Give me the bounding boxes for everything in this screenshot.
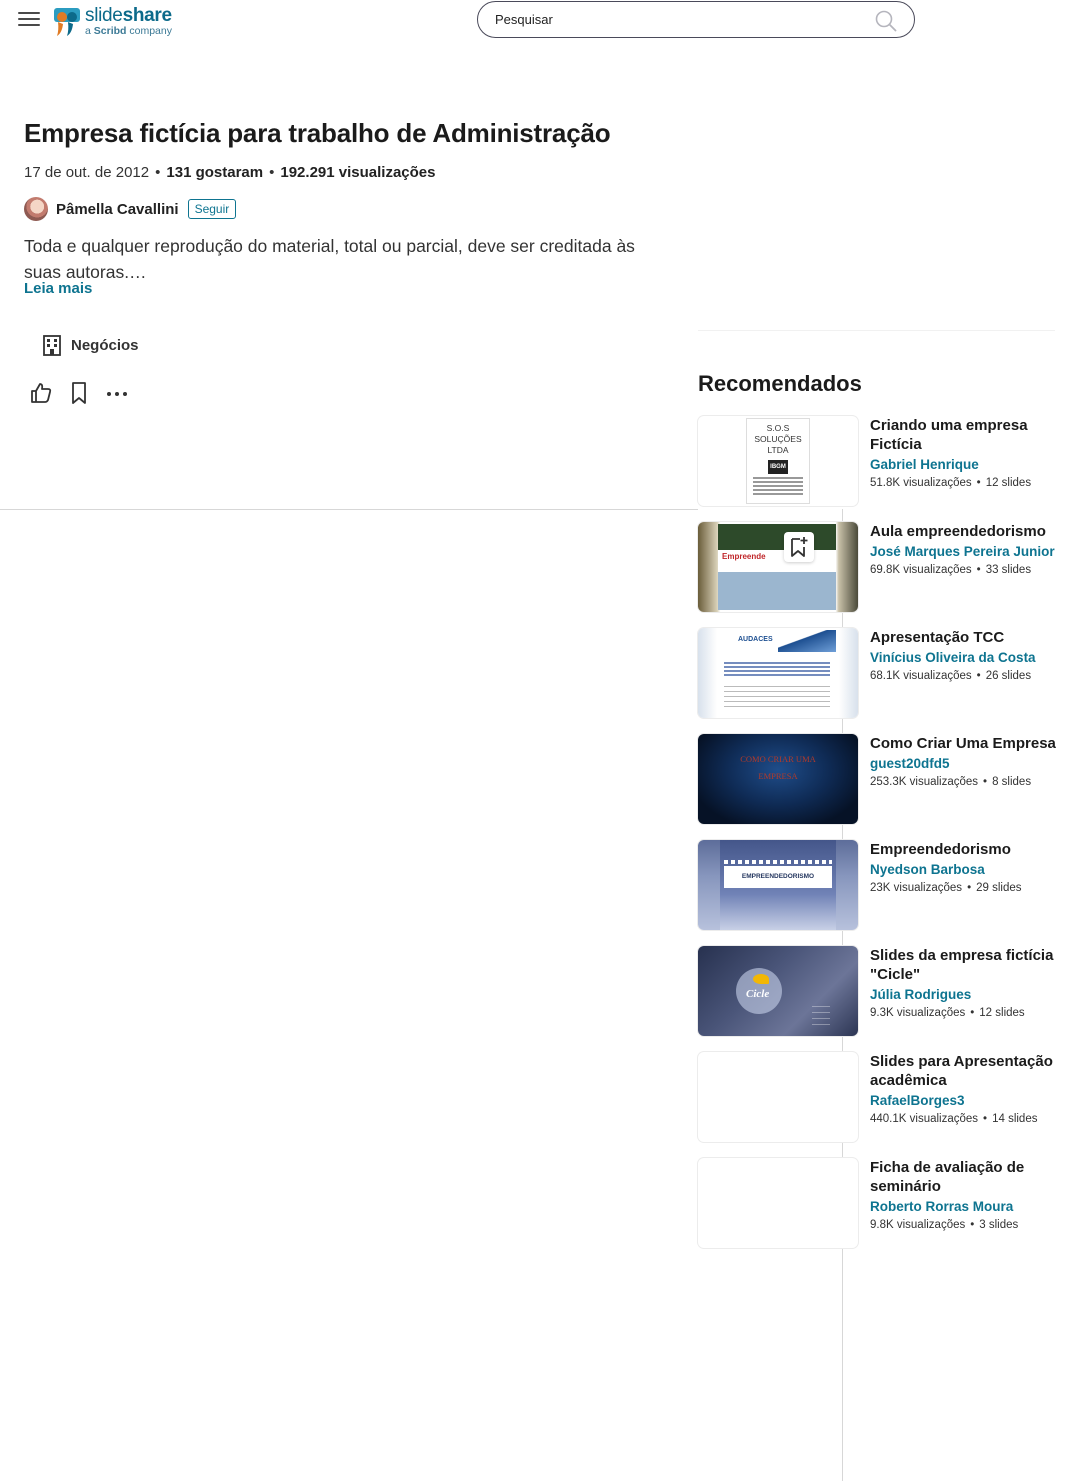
recommended-title[interactable]: Apresentação TCC bbox=[870, 629, 1005, 646]
recommended-thumbnail[interactable] bbox=[698, 1158, 858, 1248]
recommended-stats: 68.1K visualizações • 26 slides bbox=[870, 670, 1032, 682]
upload-date: 17 de out. de 2012 bbox=[24, 164, 150, 181]
recommended-author[interactable]: Vinícius Oliveira da Costa bbox=[870, 650, 1036, 665]
document-meta: 17 de out. de 2012 • 131 gostaram • 192.291 visualizações bbox=[24, 164, 436, 181]
recommended-author[interactable]: José Marques Pereira Junior bbox=[870, 544, 1055, 559]
recommended-list bbox=[698, 416, 1058, 1264]
recommended-slides: 14 slides bbox=[992, 1113, 1038, 1125]
recommended-slides: 29 slides bbox=[976, 882, 1022, 894]
recommended-item[interactable] bbox=[698, 840, 1058, 930]
recommended-item[interactable] bbox=[698, 946, 1058, 1036]
recommended-thumbnail[interactable] bbox=[698, 840, 858, 930]
recommended-stats: 253.3K visualizações • 8 slides bbox=[870, 776, 1032, 788]
recommended-title[interactable]: Aula empreendedorismo bbox=[870, 523, 1046, 540]
thumb-text: Cicle bbox=[746, 988, 770, 1000]
viewer-divider-horizontal bbox=[0, 509, 698, 510]
category-tag[interactable] bbox=[41, 334, 139, 356]
recommended-thumbnail[interactable] bbox=[698, 416, 858, 506]
thumb-text: EMPREENDEDORISMO bbox=[724, 866, 832, 888]
logo-sub-company: company bbox=[126, 24, 172, 37]
author-row bbox=[24, 197, 236, 221]
recommended-item[interactable] bbox=[698, 1052, 1058, 1142]
recommended-title[interactable]: Como Criar Uma Empresa bbox=[870, 735, 1056, 752]
recommended-author[interactable]: Nyedson Barbosa bbox=[870, 862, 985, 877]
search-input[interactable] bbox=[493, 11, 857, 28]
recommended-slides: 12 slides bbox=[979, 1007, 1025, 1019]
logo-text-slide: slide bbox=[85, 4, 123, 26]
ad-placeholder-line bbox=[698, 330, 1055, 331]
recommended-thumbnail[interactable] bbox=[698, 628, 858, 718]
recommended-title[interactable]: Empreendedorismo bbox=[870, 841, 1011, 858]
thumb-text: EMPRESA bbox=[758, 771, 798, 781]
thumb-text: COMO CRIAR UMA bbox=[740, 754, 816, 764]
bookmark-icon bbox=[68, 381, 90, 405]
recommended-views: 68.1K visualizações bbox=[870, 670, 972, 682]
recommended-thumbnail[interactable]: Cicle ———— ———— ———— ———— bbox=[698, 946, 858, 1036]
document-title: Empresa fictícia para trabalho de Administração bbox=[24, 118, 611, 148]
hamburger-icon[interactable] bbox=[18, 12, 40, 30]
avatar[interactable] bbox=[24, 197, 48, 221]
thumb-text: AUDACES bbox=[738, 636, 773, 643]
recommended-slides: 33 slides bbox=[985, 564, 1032, 576]
document-actions bbox=[28, 380, 142, 406]
thumb-text: SOLUÇÕES bbox=[754, 434, 802, 444]
recommended-author[interactable]: RafaelBorges3 bbox=[870, 1093, 965, 1108]
slideshare-logo[interactable] bbox=[53, 4, 172, 38]
recommended-views: 51.8K visualizações bbox=[870, 477, 972, 489]
logo-sub-a: a bbox=[85, 24, 94, 37]
save-button[interactable] bbox=[66, 380, 92, 406]
recommended-item[interactable] bbox=[698, 734, 1058, 824]
recommended-slides: 8 slides bbox=[992, 776, 1032, 788]
views-count: 192.291 visualizações bbox=[280, 164, 436, 181]
recommended-item[interactable] bbox=[698, 522, 1058, 612]
recommended-author[interactable]: guest20dfd5 bbox=[870, 756, 950, 771]
recommended-stats: 69.8K visualizações • 33 slides bbox=[870, 564, 1032, 576]
more-dots-icon bbox=[105, 381, 129, 405]
recommended-author[interactable]: Roberto Rorras Moura bbox=[870, 1199, 1014, 1214]
recommended-thumbnail[interactable] bbox=[698, 734, 858, 824]
recommended-heading: Recomendados bbox=[698, 371, 862, 396]
slideshare-logo-mark bbox=[53, 6, 81, 36]
save-to-list-button[interactable] bbox=[784, 532, 814, 562]
building-icon bbox=[41, 334, 63, 356]
category-label: Negócios bbox=[71, 336, 139, 354]
recommended-views: 69.8K visualizações bbox=[870, 564, 972, 576]
bookmark-add-icon bbox=[789, 536, 809, 558]
recommended-stats: 23K visualizações • 29 slides bbox=[870, 882, 1022, 894]
recommended-author[interactable]: Gabriel Henrique bbox=[870, 457, 979, 472]
thumb-text: Empreende bbox=[722, 552, 766, 561]
recommended-item[interactable] bbox=[698, 628, 1058, 718]
likes-count: 131 gostaram bbox=[166, 164, 264, 181]
recommended-views: 9.8K visualizações bbox=[870, 1219, 966, 1231]
recommended-views: 440.1K visualizações bbox=[870, 1113, 979, 1125]
search-bar bbox=[477, 1, 915, 38]
recommended-slides: 3 slides bbox=[979, 1219, 1019, 1231]
recommended-slides: 26 slides bbox=[985, 670, 1032, 682]
follow-button[interactable]: Seguir bbox=[188, 199, 237, 219]
document-description: Toda e qualquer reprodução do material, total ou parcial, deve ser creditada às suas autoras.… bbox=[24, 236, 635, 282]
thumb-text: LTDA bbox=[767, 445, 789, 455]
recommended-thumbnail[interactable] bbox=[698, 522, 858, 612]
thumb-badge: IBGM bbox=[768, 460, 788, 474]
more-options-button[interactable] bbox=[104, 380, 130, 406]
recommended-stats: 51.8K visualizações • 12 slides bbox=[870, 477, 1032, 489]
like-button[interactable] bbox=[28, 380, 54, 406]
recommended-stats: 9.3K visualizações • 12 slides bbox=[870, 1007, 1025, 1019]
logo-text-share: share bbox=[122, 4, 172, 26]
recommended-author[interactable]: Júlia Rodrigues bbox=[870, 987, 972, 1002]
recommended-item[interactable] bbox=[698, 1158, 1058, 1248]
recommended-title[interactable]: Criando uma empresa Fictícia bbox=[870, 417, 1028, 453]
top-bar bbox=[0, 0, 1079, 42]
recommended-views: 9.3K visualizações bbox=[870, 1007, 966, 1019]
thumb-text: S.O.S bbox=[766, 423, 790, 433]
thumbs-up-icon bbox=[29, 381, 53, 405]
recommended-views: 23K visualizações bbox=[870, 882, 963, 894]
recommended-stats: 9.8K visualizações • 3 slides bbox=[870, 1219, 1019, 1231]
recommended-title[interactable]: Slides para Apresentação acadêmica bbox=[870, 1053, 1053, 1089]
author-name[interactable]: Pâmella Cavallini bbox=[56, 200, 179, 218]
logo-sub-scribd: Scribd bbox=[93, 24, 127, 37]
recommended-item[interactable] bbox=[698, 416, 1058, 506]
recommended-title[interactable]: Slides da empresa fictícia "Cicle" bbox=[870, 947, 1054, 983]
search-icon[interactable] bbox=[875, 10, 897, 32]
recommended-views: 253.3K visualizações bbox=[870, 776, 979, 788]
recommended-thumbnail[interactable] bbox=[698, 1052, 858, 1142]
read-more-link[interactable]: Leia mais bbox=[24, 280, 93, 297]
recommended-slides: 12 slides bbox=[985, 477, 1032, 489]
recommended-stats: 440.1K visualizações • 14 slides bbox=[870, 1113, 1038, 1125]
recommended-title[interactable]: Ficha de avaliação de seminário bbox=[870, 1159, 1025, 1195]
